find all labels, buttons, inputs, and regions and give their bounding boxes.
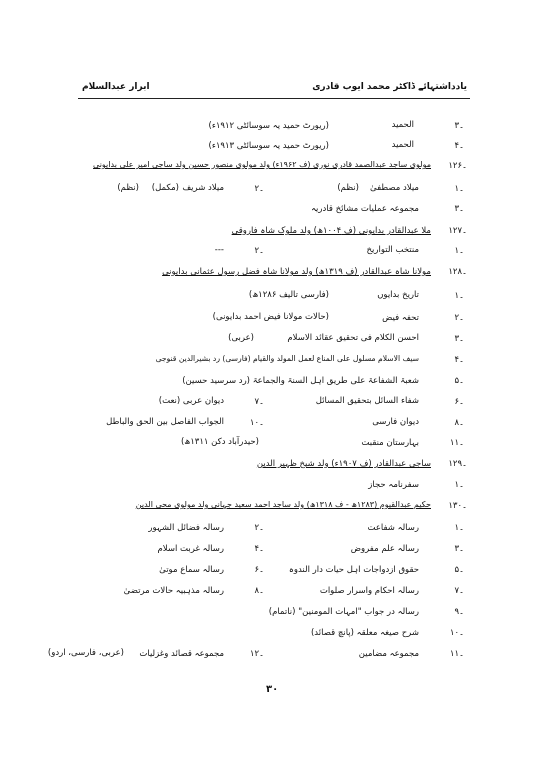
section-heading: مولوی ساجد عبدالصمد قادری نوری (ف ۱۹۶۲ء) ولد مولوی منصور حسین ولد ساجی امیر علی بدایونی [93,160,431,169]
item-note: (عربی، فارسی، اردو) [47,648,124,658]
item-number: ۷۔ [454,586,464,596]
item-title: رسالہ احکام واسرار صلوات [319,586,419,596]
section-number: ۱۲۸۔ [448,267,467,277]
section-heading: مولانا شاہ عبدالقادر (ف ۱۳۱۹ھ) ولد مولانا شاہ فضل رسول عثمانی بدایونی [162,267,431,277]
item-number: ۴۔ [454,141,464,151]
header-left-title: ابرار عبدالسلام [82,82,150,92]
item-title: الجواب الفاصل بین الحق والباطل [106,417,224,427]
item-number: ۱۔ [454,291,464,301]
item-title: سفرنامہ حجاز [368,480,419,490]
item-number: ۱۔ [454,523,464,533]
item-number: ۱۲۔ [249,649,264,659]
item-title: مجموعہ قصائد وغزلیات [139,649,224,659]
item-number: ۱۱۔ [449,438,464,448]
item-number: ۱۰۔ [449,628,464,638]
item-note: (نظم) [337,183,359,193]
section-heading: ملا عبدالقادر بدایونی (ف ۱۰۰۴ھ) ولد ملوک شاہ فاروقی [231,226,431,236]
item-title: الحمید [391,120,414,130]
item-title: --- [214,245,224,255]
item-title: شعبۃ الشفاعۃ علی طریق اہل السنۃ والجماعۃ (رد سرسید حسین) [182,376,419,386]
item-note: (حالات مولانا فیض احمد بدایونی) [212,312,329,322]
item-number: ۵۔ [454,565,464,575]
item-title: شفاء السائل بتحقیق المسائل [315,396,419,406]
section-number: ۱۲۹۔ [448,459,467,469]
item-note: (مکمل) [151,183,179,193]
item-title: دیوان فارسی [372,417,419,427]
item-note: (حیدرآباد دکن ۱۳۱۱ھ) [180,437,259,447]
item-title: میلاد مصطفیٰ [370,183,419,193]
item-note-extra: (نظم) [117,183,139,193]
item-title: مجموعہ عملیات مشائخ قادریہ [311,204,419,214]
item-number: ۲۔ [254,184,264,194]
item-number: ۳۔ [454,334,464,344]
item-title: رسالہ علم مفروض [350,544,419,554]
item-title: دیوان عربی (نعت) [158,396,224,406]
item-title: رسالہ مذہبیہ حالات مرتضیٰ [123,586,224,596]
item-title: میلاد شریف [182,183,224,193]
item-title: بہارستان منقبت [361,438,419,448]
item-number: ۲۔ [254,246,264,256]
item-number: ۶۔ [454,397,464,407]
item-title: منتخب التواریخ [366,245,419,255]
item-number: ۱۱۔ [449,649,464,659]
item-number: ۶۔ [254,565,264,575]
item-title: احسن الکلام فی تحقیق عقائد الاسلام [287,333,419,343]
item-number: ۲۔ [454,313,464,323]
item-title: رسالہ سماع موتیٰ [159,565,224,575]
item-number: ۱۔ [454,246,464,256]
item-title: شرح صیغہ معلقہ (پانچ قصائد) [310,628,419,638]
item-note: (عربی) [228,333,254,343]
item-number: ۵۔ [454,376,464,386]
item-title: رسالہ غربت اسلام [157,544,224,554]
header-rule [78,98,470,99]
item-number: ۷۔ [254,397,264,407]
item-number: ۳۔ [454,121,464,131]
item-number: ۹۔ [454,607,464,617]
header-right-title: یادداشتہائے ڈاکٹر محمد ایوب قادری [312,82,467,92]
item-number: ۸۔ [454,418,464,428]
item-note: (ریورٹ حمید یہ سوسائٹی ۱۹۱۲ء) [208,121,329,131]
item-number: ۲۔ [254,523,264,533]
item-title: رسالہ شفاعت [367,523,419,533]
item-title: رسالہ در جواب "امہات المومنین" (ناتمام) [268,607,419,617]
item-number: ۴۔ [454,355,464,365]
section-heading: ساجی عبدالقادر (ف ۱۹۰۷ء) ولد شیخ ظہیر الدین [256,459,431,469]
item-number: ۸۔ [254,586,264,596]
item-title: تاریخ بدایوں [377,290,419,300]
section-heading: حکیم عبدالقیوم (۱۲۸۳ھ - ف ۱۳۱۸ھ) ولد ساجد احمد سعید جہانی ولد مولوی محی الدین [135,500,431,509]
item-title: حقوق ازدواجات اہل حیات دار الندوہ [288,565,419,575]
item-number: ۱۔ [454,480,464,490]
item-number: ۴۔ [254,544,264,554]
item-number: ۳۔ [454,544,464,554]
item-title: سیف الاسلام مسلول علی المناع لعمل المولد والقیام (فارسی) رد بشیرالدین قنوجی [155,354,419,363]
item-title: رسالہ فضائل الشہور [148,523,224,533]
section-number: ۱۳۰۔ [448,501,467,511]
item-number: ۳۔ [454,204,464,214]
item-title: الحمید [391,140,414,150]
item-title: تحفہ فیض [382,313,419,323]
item-number: ۱۔ [454,184,464,194]
item-title: مجموعہ مضامین [358,649,419,659]
item-note: (ریورٹ حمید یہ سوسائٹی ۱۹۱۳ء) [208,141,329,151]
item-number: ۱۰۔ [249,418,264,428]
section-number: ۱۲۷۔ [448,226,467,236]
section-number: ۱۲۶۔ [448,161,467,171]
page-number: ۳۰ [266,684,279,695]
item-note: (فارسی تالیف ۱۲۸۶ھ) [248,290,329,300]
